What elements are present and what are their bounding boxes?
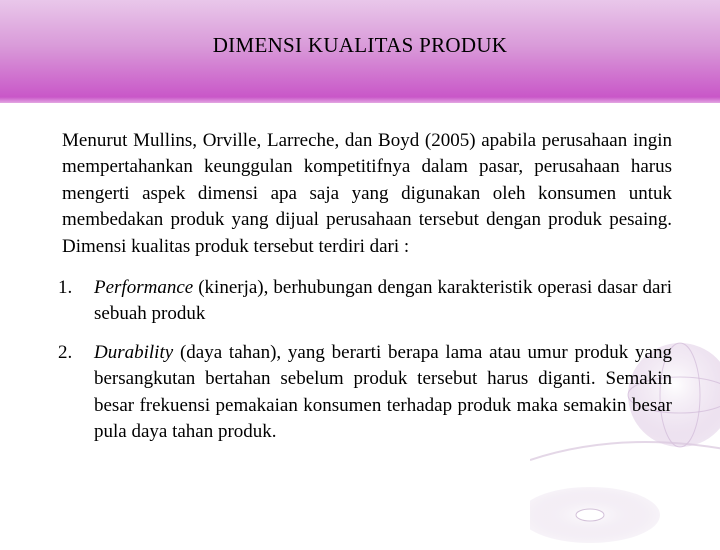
list-item-durability — [58, 340, 672, 446]
list-number: 2. — [58, 341, 73, 363]
disc-icon — [530, 487, 660, 543]
slide-content — [58, 128, 672, 445]
item-description: (daya tahan), yang berarti berapa lama atau umur produk yang bersangkutan bertahan sebelum produk tersebut harus diganti. Semakin besar frekuensi pemakaian konsumen terhadap produk maka semakin besar pula daya tahan produk. — [94, 341, 672, 443]
term-durability: Durability — [94, 341, 174, 363]
slide-title: DIMENSI KUALITAS PRODUK — [212, 33, 508, 57]
term-performance: Performance — [94, 277, 194, 299]
item-description: (kinerja), berhubungan dengan karakteristik operasi dasar dari sebuah produk — [94, 277, 672, 325]
intro-paragraph: Menurut Mullins, Orville, Larreche, dan Boyd (2005) apabila perusahaan ingin mempertahankan keunggulan kompetitifnya dalam pasar, perusahaan harus mengerti aspek dimensi apa saja yang digunakan oleh konsumen untuk membedakan produk yang dijual perusahaan tersebut dengan produk pesaing. Dimensi kualitas produk tersebut terdiri dari : — [62, 130, 672, 257]
dimension-list — [58, 275, 672, 445]
list-number: 1. — [58, 277, 73, 299]
list-item-performance — [58, 275, 672, 328]
